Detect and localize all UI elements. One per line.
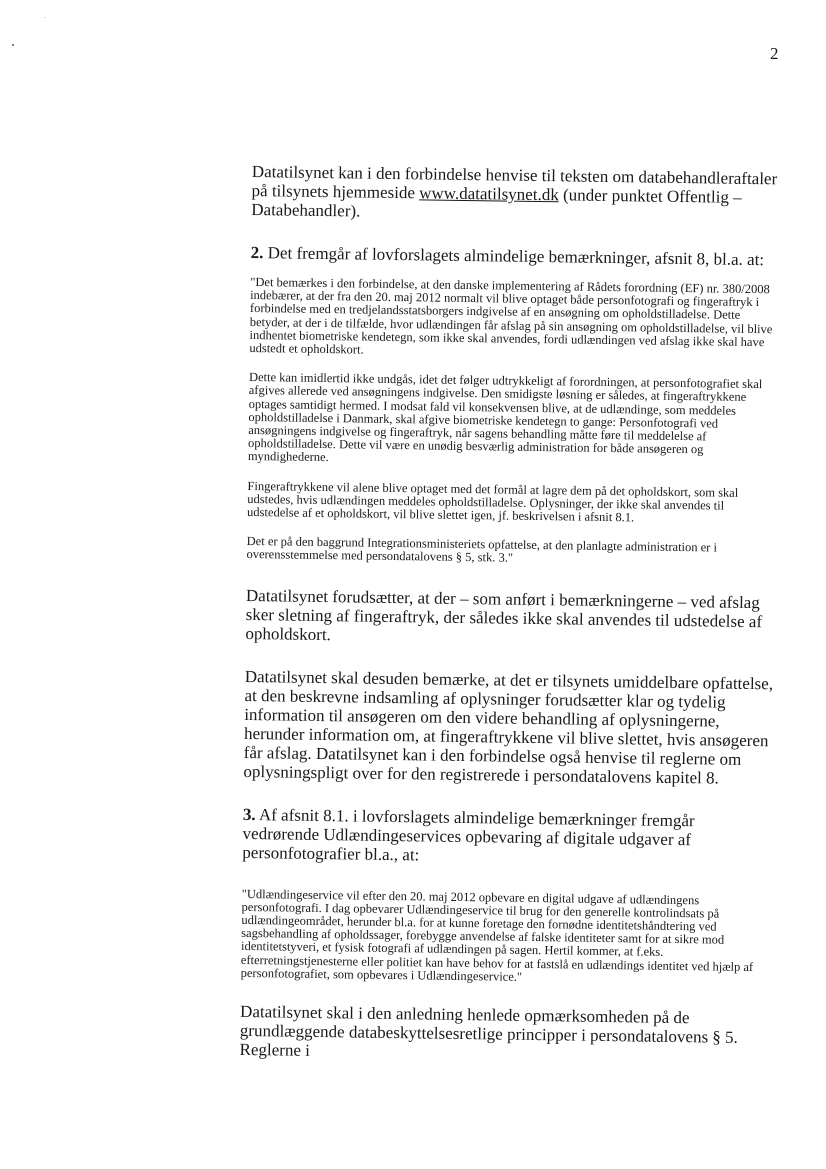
paragraph-grundlaeggende-principper: Datatilsynet skal i den anledning henlede opmærksomheden på de grundlæggende databeskyttelsesretlige principper i persondatalovens § 5. Reglerne i xyxy=(239,1001,739,1060)
paragraph-oplysningspligt: Datatilsynet skal desuden bemærke, at det er tilsynets umiddelbare opfattelse, at den beskrevne indsamling af oplysninger forudsætter klar og tydelig information til ansøgeren om den videre behandling af oplysningerne, herunder information om, at fingeraftrykkene vil blive slettet, hvis ansøgeren får afslag. Datatilsynet kan i den forbindelse også henvise til reglerne om oplysningspligt over for den registrerede i persondatalovens kapitel 8. xyxy=(243,666,774,788)
document-body xyxy=(239,162,782,1090)
paragraph-text: Datatilsynet kan i den forbindelse henvise til teksten om databehandleraftaler på tilsynets hjemmeside xyxy=(251,162,778,203)
page-number: 2 xyxy=(770,44,779,63)
quote-paragraph: "Det bemærkes i den forbindelse, at den danske implementering af Rådets forordning (EF) nr. 380/2008 indebærer, at der fra den 20. maj 2012 normalt vil blive optaget både personfotografi og fingeraftryk i forbindelse med en tredjelandsstatsborgers indgivelse af en ansøgning om opholdstilladelse. Dette betyder, at der i de tilfælde, hvor udlændingen får afslag på sin ansøgning om opholdstilladelse, vil blive indhentet biometriske kendetegn, som ikke skal anvendes, fordi udlændingen ved afslag ikke skal have udstedt et opholdskort. xyxy=(249,274,773,357)
scan-speck xyxy=(12,44,14,46)
quote-paragraph: Det er på den baggrund Integrationsministeriets opfattelse, at den planlagte administration er i overensstemmelse med persondatalovens § 5, stk. 3." xyxy=(246,534,718,566)
datatilsynet-link[interactable]: www.datatilsynet.dk xyxy=(419,183,559,205)
quote-paragraph: Dette kan imidlertid ikke undgås, idet det følger udtrykkeligt af forordningen, at personfotografiet skal afgives allerede ved ansøgningens indgivelse. Den smidigste løsning er således, at fingeraftrykkene optages samtidigt hermed. I modsat fald vil konsekvensen blive, at de udlændinge, som meddeles opholdstilladelse i Danmark, skal afgive biometriske kendetegn to gange: Personfotografi ved ansøgningens indgivelse og fingeraftryk, når sagens behandling måtte føre til meddelelse af opholdstilladelse. Dette vil være en unødig besværlig administration for både ansøgeren og myndighederne. xyxy=(247,370,763,465)
section-2-heading xyxy=(251,243,781,269)
scan-speck xyxy=(44,17,45,18)
section-heading-text: Det fremgår af lovforslagets almindelige bemærkninger, afsnit 8, bl.a. at: xyxy=(263,243,765,270)
paragraph-sletning: Datatilsynet forudsætter, at der – som anført i bemærkningerne – ved afslag sker sletning af fingeraftryk, der således ikke skal anvendes til udstedelse af opholdskort. xyxy=(245,585,763,644)
paragraph-text: (under punktet Offentlig – Databehandler). xyxy=(251,185,742,221)
section-number: 2. xyxy=(250,242,264,263)
quote-paragraph: Fingeraftrykkene vil alene blive optaget med det formål at lagre dem på det opholdskort, som skal udstedes, hvis udlændingen meddeles opholdstilladelse. Oplysninger, der ikke skal anvendes til udstedelse af et opholdskort, vil blive slettet igen, jf. beskrivelsen i afsnit 8.1. xyxy=(247,478,739,525)
section-number: 3. xyxy=(242,804,256,824)
section-3-heading xyxy=(242,805,773,869)
paragraph-databehandleraftaler xyxy=(251,162,782,226)
quote-paragraph: "Udlændingeservice vil efter den 20. maj 2012 opbevare en digital udgave af udlændingens personfotografi. I dag opbevarer Udlændingeservice til brug for den generelle kontrolindsats på udlændingeområdet, herunder bl.a. for at kunne foretage den fornødne identitetshåndtering ved sagsbehandling af opholdssager, forebygge anvendelse af falske identiteter samt for at sikre mod identitetstyveri, et fysisk fotografi af udlændingen på sagen. Hertil kommer, at f.eks. efterretningstjenesterne eller politiet kan have behov for at fastslå en udlændings identitet ved hjælp af personfotografiet, som opbevares i Udlændingeservice." xyxy=(240,886,754,984)
section-heading-text: Af afsnit 8.1. i lovforslagets almindelige bemærkninger fremgår vedrørende Udlændingeservices opbevaring af digitale udgaver af personfotografier bl.a., at: xyxy=(242,804,695,865)
